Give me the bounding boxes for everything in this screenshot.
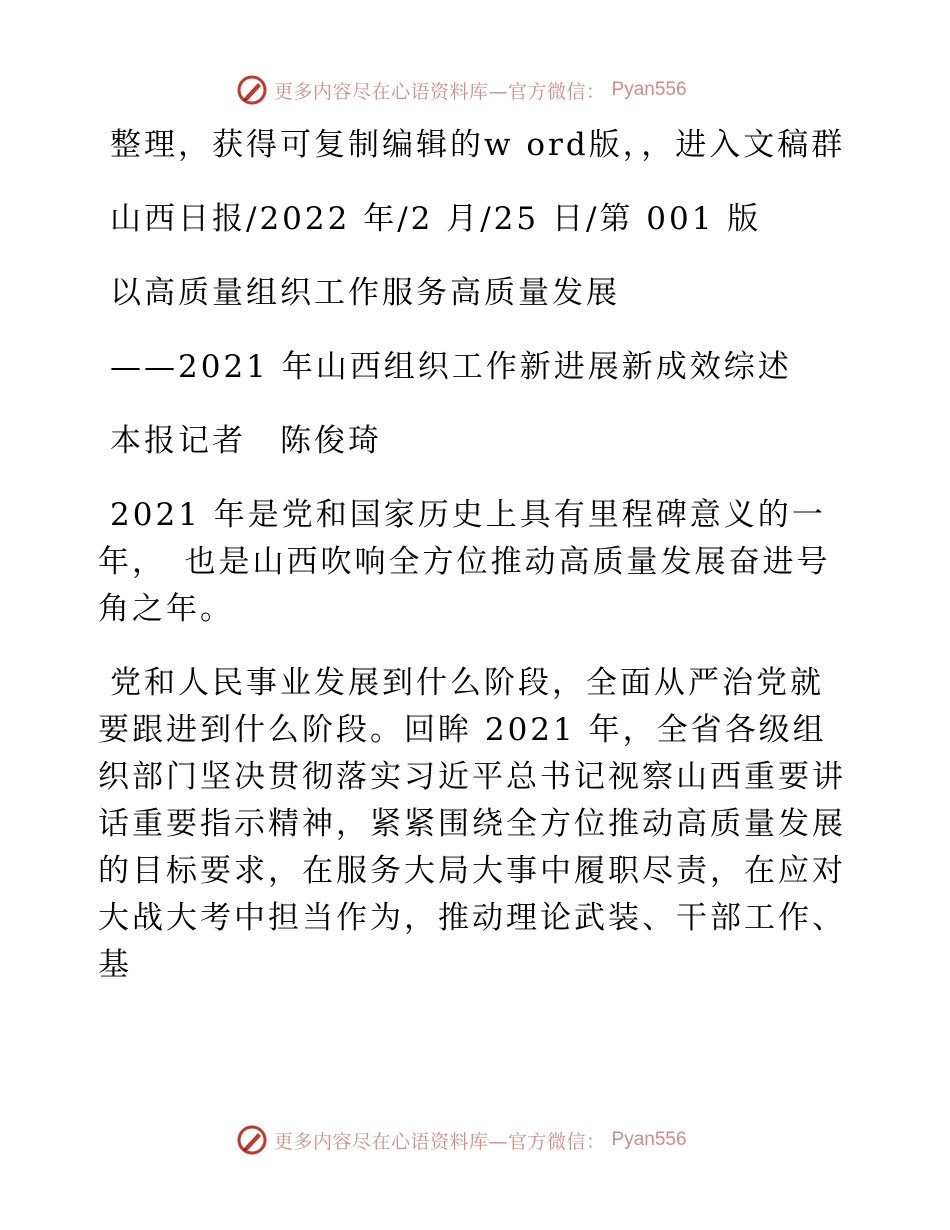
- watermark-footer: [236, 1124, 687, 1156]
- byline: 本报记者 陈俊琦: [110, 423, 382, 459]
- paragraph-2: 党和人民事业发展到什么阶段，全面从严治党就要跟进到什么阶段。回眸 2021 年，全省各级组织部门坚决贯彻落实习近平总书记视察山西重要讲话重要指示精神，紧紧围绕全方位推动高质量发展的目标要求，在服务大局大事中履职尽责，在应对大战大考中担当作为，推动理论武装、干部工作、基: [98, 665, 846, 983]
- intro-line: 整理，获得可复制编辑的w ord版，，进入文稿群: [110, 127, 846, 163]
- article-body: [98, 122, 850, 989]
- article-subtitle: ——2021 年山西组织工作新进展新成效综述: [110, 349, 792, 385]
- pen-logo-icon: [236, 74, 268, 106]
- source-line: 山西日报/2022 年/2 月/25 日/第 001 版: [110, 201, 762, 237]
- watermark-wechat-id: Pyan556: [611, 1129, 687, 1150]
- article-title: 以高质量组织工作服务高质量发展: [110, 275, 620, 311]
- watermark-wechat-id: Pyan556: [611, 79, 687, 100]
- pen-logo-icon: [236, 1124, 268, 1156]
- watermark-text: 更多内容尽在心语资料库—官方微信：: [274, 80, 606, 103]
- watermark-header: [236, 74, 687, 106]
- paragraph-1: 2021 年是党和国家历史上具有里程碑意义的一年， 也是山西吹响全方位推动高质量发展奋进号角之年。: [98, 497, 831, 627]
- watermark-text: 更多内容尽在心语资料库—官方微信：: [274, 1130, 606, 1153]
